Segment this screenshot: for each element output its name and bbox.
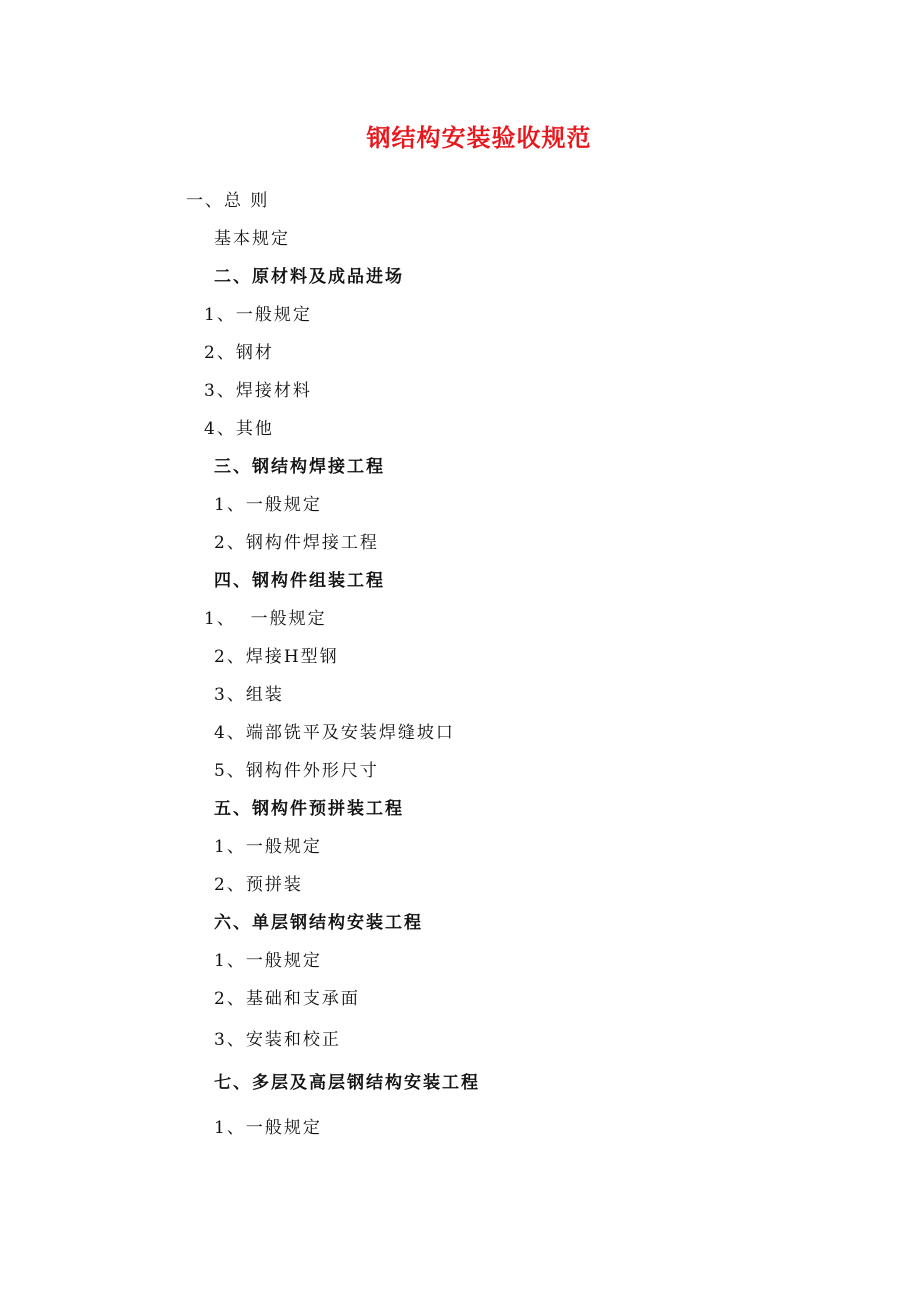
- toc-item: 基本规定: [214, 229, 290, 249]
- toc-section-heading: 二、原材料及成品进场: [214, 267, 404, 287]
- toc-item: 2、预拼装: [214, 875, 303, 895]
- toc-item: 2、钢构件焊接工程: [214, 533, 379, 553]
- toc-item: 3、组装: [214, 685, 284, 705]
- toc-item: 5、钢构件外形尺寸: [214, 761, 379, 781]
- toc-item: 2、钢材: [204, 343, 274, 363]
- toc-item: 1、一般规定: [214, 495, 322, 515]
- toc-section-heading: 七、多层及高层钢结构安装工程: [214, 1073, 480, 1093]
- toc-section-heading: 五、钢构件预拼装工程: [214, 799, 404, 819]
- toc-item: 2、基础和支承面: [214, 989, 360, 1009]
- toc-item: 4、端部铣平及安装焊缝坡口: [214, 723, 455, 743]
- document-title: 钢结构安装验收规范: [366, 123, 592, 152]
- toc-item: 1、一般规定: [214, 837, 322, 857]
- toc-item: 1、 一般规定: [204, 609, 327, 629]
- toc-item: 1、一般规定: [204, 305, 312, 325]
- toc-item: 3、焊接材料: [204, 381, 312, 401]
- toc-item: 3、安装和校正: [214, 1030, 341, 1050]
- toc-section-heading: 四、钢构件组装工程: [214, 571, 385, 591]
- toc-section-heading: 三、钢结构焊接工程: [214, 457, 385, 477]
- toc-section-heading: 六、单层钢结构安装工程: [214, 913, 423, 933]
- toc-item: 1、一般规定: [214, 1118, 322, 1138]
- toc-item: 1、一般规定: [214, 951, 322, 971]
- toc-section-heading: 一、总 则: [186, 191, 270, 211]
- toc-item: 4、其他: [204, 419, 274, 439]
- toc-item: 2、焊接H型钢: [214, 647, 339, 667]
